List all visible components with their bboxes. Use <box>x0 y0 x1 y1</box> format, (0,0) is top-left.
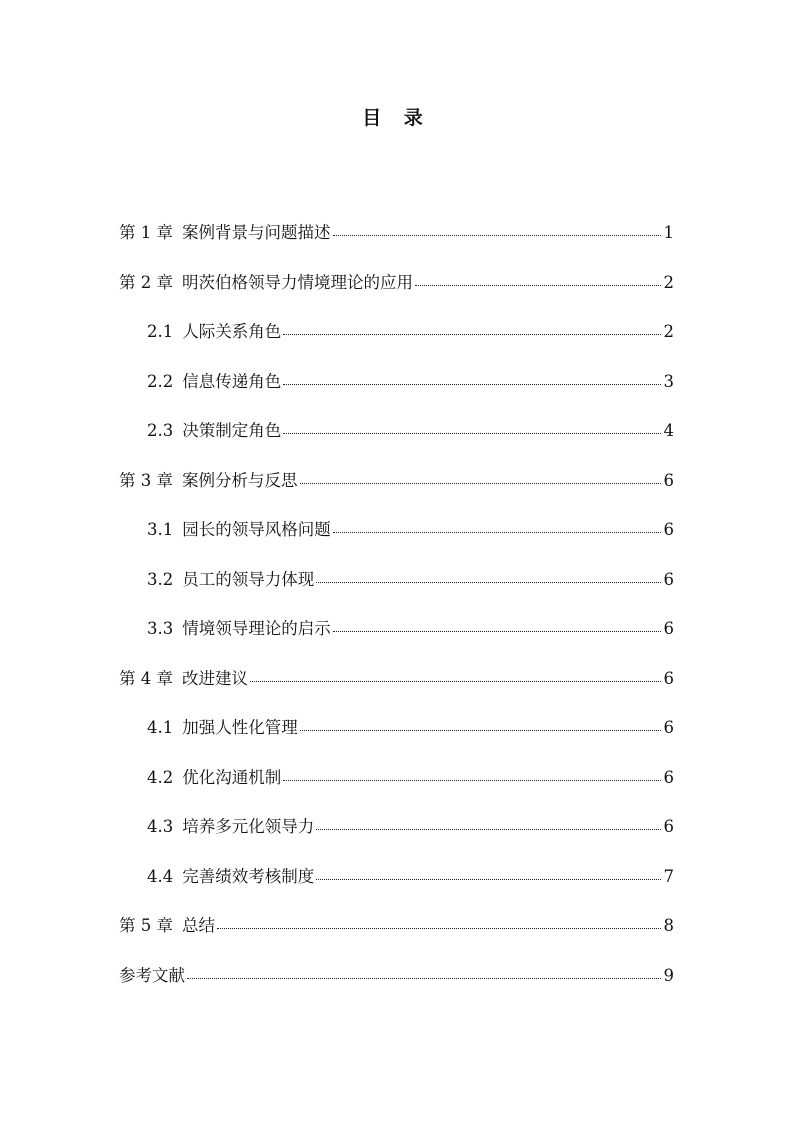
toc-dot-leader <box>415 284 661 286</box>
toc-entry-title: 情境领导理论的启示 <box>182 619 331 638</box>
toc-entry[interactable] <box>119 966 674 986</box>
toc-entry[interactable] <box>147 421 674 441</box>
toc-dot-leader <box>217 927 661 929</box>
toc-entry-page-number: 2 <box>663 273 674 292</box>
toc-entry-number: 3.2 <box>147 570 174 589</box>
toc-dot-leader <box>316 878 660 880</box>
toc-entry[interactable] <box>119 471 674 491</box>
toc-entry[interactable] <box>147 619 674 639</box>
toc-entry[interactable] <box>147 570 674 590</box>
toc-entry[interactable] <box>147 372 674 392</box>
toc-entry-title: 培养多元化领导力 <box>182 817 315 836</box>
toc-dot-leader <box>316 581 660 583</box>
toc-dot-leader <box>333 531 661 533</box>
toc-entry-number: 4.2 <box>147 768 174 787</box>
toc-entry-title: 完善绩效考核制度 <box>182 867 315 886</box>
toc-dot-leader <box>283 333 660 335</box>
toc-dot-leader <box>333 630 661 632</box>
toc-entry-number: 第 2 章 <box>119 273 173 292</box>
toc-entry-page-number: 3 <box>663 372 674 391</box>
toc-dot-leader <box>283 383 660 385</box>
toc-entry-title: 案例分析与反思 <box>182 471 298 490</box>
toc-entry[interactable] <box>119 669 674 689</box>
toc-entry-page-number: 6 <box>663 471 674 490</box>
toc-entry-number: 第 5 章 <box>119 916 173 935</box>
toc-entry-title: 总结 <box>182 916 215 935</box>
toc-entry-title: 改进建议 <box>182 669 248 688</box>
toc-entry-page-number: 2 <box>663 322 674 341</box>
toc-entry-page-number: 9 <box>663 966 674 985</box>
toc-entry-page-number: 8 <box>663 916 674 935</box>
toc-entry-title: 人际关系角色 <box>182 322 282 341</box>
toc-entry[interactable] <box>147 768 674 788</box>
toc-entry-page-number: 6 <box>663 718 674 737</box>
toc-entry-title: 员工的领导力体现 <box>182 570 315 589</box>
toc-entry-page-number: 6 <box>663 817 674 836</box>
toc-entry-title: 明茨伯格领导力情境理论的应用 <box>182 273 413 292</box>
toc-entry[interactable] <box>119 916 674 936</box>
toc-entry[interactable] <box>147 817 674 837</box>
toc-entry-page-number: 6 <box>663 669 674 688</box>
toc-entry-title: 加强人性化管理 <box>182 718 298 737</box>
toc-dot-leader <box>283 432 660 434</box>
toc-entry-number: 2.2 <box>147 372 174 391</box>
toc-entry[interactable] <box>119 223 674 243</box>
toc-entry-page-number: 6 <box>663 520 674 539</box>
toc-entry-number: 2.3 <box>147 421 174 440</box>
toc-entry-title: 优化沟通机制 <box>182 768 282 787</box>
toc-dot-leader <box>333 234 661 236</box>
toc-entry-title: 参考文献 <box>119 966 185 985</box>
toc-entry-title: 案例背景与问题描述 <box>182 223 331 242</box>
toc-entry-title: 信息传递角色 <box>182 372 282 391</box>
toc-entry-number: 3.1 <box>147 520 174 539</box>
toc-entry-number: 4.3 <box>147 817 174 836</box>
toc-entry[interactable] <box>147 520 674 540</box>
toc-dot-leader <box>300 729 661 731</box>
toc-entry[interactable] <box>119 273 674 293</box>
toc-entry[interactable] <box>147 718 674 738</box>
toc-entry-number: 3.3 <box>147 619 174 638</box>
toc-entry-page-number: 6 <box>663 768 674 787</box>
toc-dot-leader <box>187 977 661 979</box>
toc-entry-page-number: 4 <box>663 421 674 440</box>
toc-entry-page-number: 6 <box>663 570 674 589</box>
toc-entry-page-number: 7 <box>663 867 674 886</box>
page-title: 目 录 <box>362 107 431 129</box>
toc-entry-number: 第 3 章 <box>119 471 173 490</box>
toc-entry[interactable] <box>147 322 674 342</box>
toc-entry-number: 第 1 章 <box>119 223 173 242</box>
toc-entry-page-number: 1 <box>663 223 674 242</box>
toc-dot-leader <box>300 482 661 484</box>
toc-entry-number: 4.1 <box>147 718 174 737</box>
toc-entry-page-number: 6 <box>663 619 674 638</box>
toc-dot-leader <box>250 680 661 682</box>
toc-entry-number: 2.1 <box>147 322 174 341</box>
toc-entry-number: 4.4 <box>147 867 174 886</box>
toc-entry-number: 第 4 章 <box>119 669 173 688</box>
toc-dot-leader <box>316 828 660 830</box>
toc-entry-title: 决策制定角色 <box>182 421 282 440</box>
toc-entry[interactable] <box>147 867 674 887</box>
toc-entry-title: 园长的领导风格问题 <box>182 520 331 539</box>
toc-dot-leader <box>283 779 660 781</box>
